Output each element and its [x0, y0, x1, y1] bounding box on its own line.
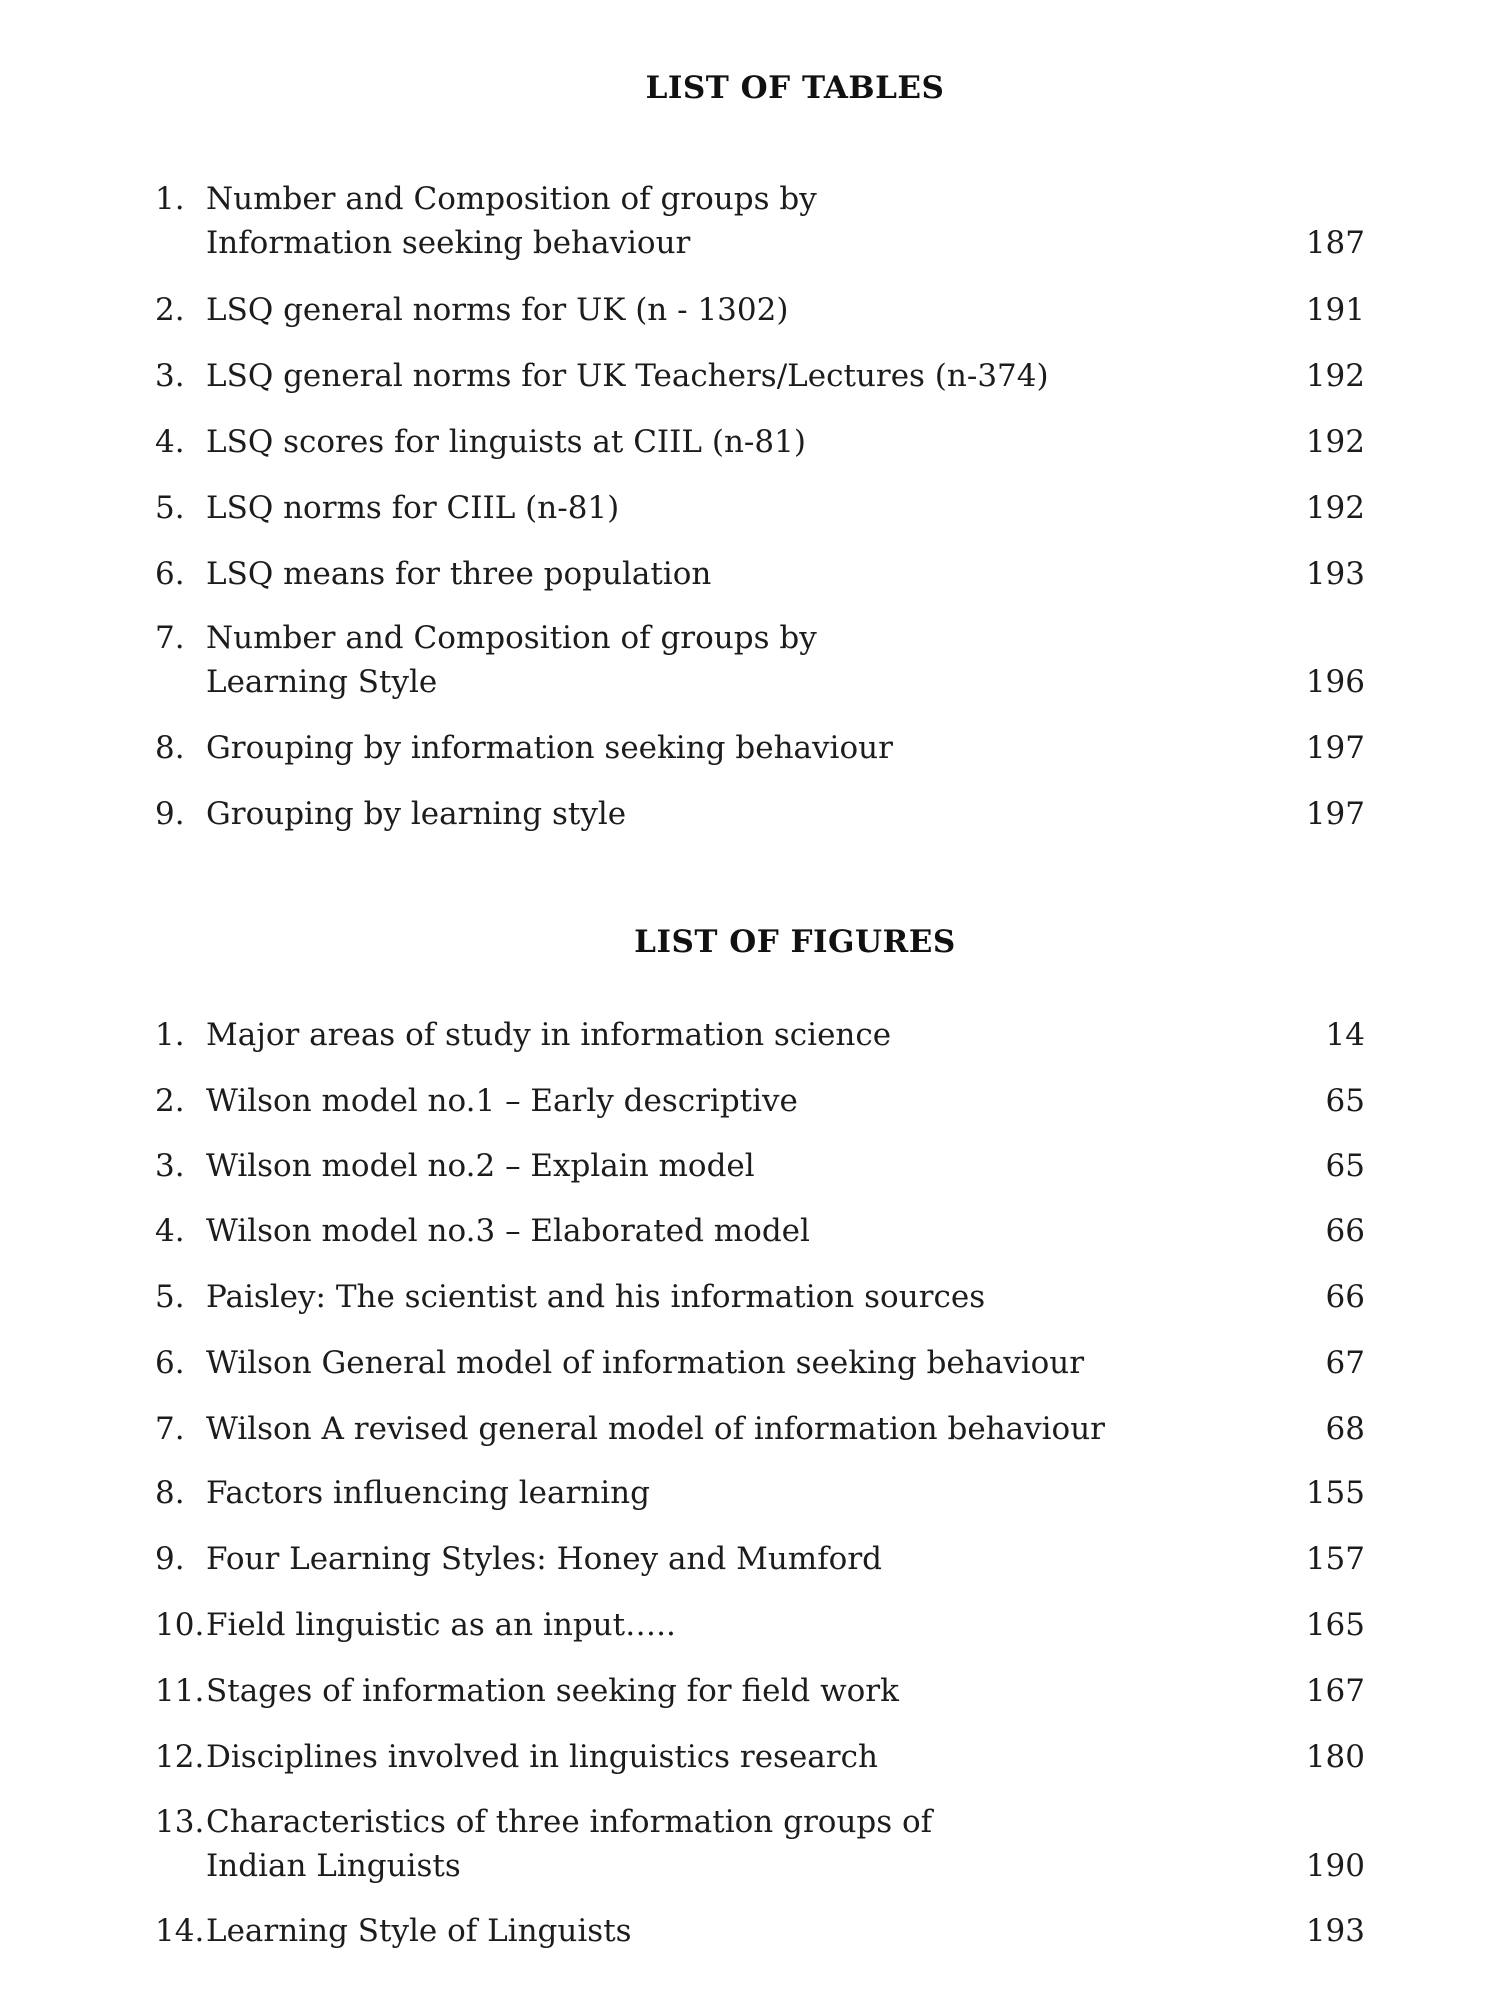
entry-number: 3. [155, 358, 185, 394]
entry-title [206, 726, 1206, 770]
entry-page-number: 67 [1325, 1345, 1365, 1381]
entry-title [206, 1603, 1206, 1647]
entry-title [206, 177, 1206, 265]
entry-page-number: 68 [1325, 1411, 1365, 1447]
entry-number: 14. [155, 1913, 205, 1949]
entry-title [206, 1209, 1206, 1253]
entry-number: 4. [155, 424, 185, 460]
entry-title-line: Characteristics of three information groups of [206, 1804, 933, 1840]
entry-number: 7. [155, 620, 185, 656]
entry-title [206, 1800, 1206, 1888]
entry-page-number: 167 [1305, 1673, 1365, 1709]
entry-title [206, 1144, 1206, 1188]
entry-number: 1. [155, 1017, 185, 1053]
entry-title [206, 1909, 1206, 1953]
entry-title-line: Wilson A revised general model of information behaviour [206, 1411, 1105, 1447]
entry-page-number: 187 [1305, 225, 1365, 261]
entry-number: 7. [155, 1411, 185, 1447]
figures-heading: LIST OF FIGURES [634, 924, 956, 960]
entry-number: 8. [155, 730, 185, 766]
tables-heading: LIST OF TABLES [645, 70, 945, 106]
entry-title [206, 1341, 1206, 1385]
entry-page-number: 66 [1325, 1279, 1365, 1315]
entry-number: 13. [155, 1804, 205, 1840]
entry-title-line: Major areas of study in information science [206, 1017, 892, 1053]
entry-page-number: 180 [1305, 1739, 1365, 1775]
entry-number: 11. [155, 1673, 205, 1709]
entry-title-line: Information seeking behaviour [206, 225, 691, 261]
figure-entry [155, 1800, 1365, 1888]
entry-title [206, 354, 1206, 398]
entry-title-line: LSQ general norms for UK (n - 1302) [206, 292, 789, 328]
entry-title [206, 792, 1206, 836]
entry-title-line: LSQ general norms for UK Teachers/Lectures (n-374) [206, 358, 1049, 394]
entry-title-line: LSQ norms for CIIL (n-81) [206, 490, 620, 526]
entry-title-line: Grouping by information seeking behaviour [206, 730, 893, 766]
entry-page-number: 196 [1305, 664, 1365, 700]
entry-number: 9. [155, 796, 185, 832]
entry-title-line: Paisley: The scientist and his information sources [206, 1279, 986, 1315]
entry-page-number: 165 [1305, 1607, 1365, 1643]
entry-number: 3. [155, 1148, 185, 1184]
entry-title-line: Field linguistic as an input….. [206, 1607, 676, 1643]
entry-title-line: Wilson model no.2 – Explain model [206, 1148, 755, 1184]
entry-page-number: 192 [1305, 358, 1365, 394]
entry-title-line: LSQ means for three population [206, 556, 712, 592]
entry-title-line: Grouping by learning style [206, 796, 627, 832]
entry-number: 2. [155, 292, 185, 328]
entry-title-line: Disciplines involved in linguistics research [206, 1739, 878, 1775]
entry-title [206, 1669, 1206, 1713]
entry-title [206, 1735, 1206, 1779]
entry-title-line: Indian Linguists [206, 1848, 461, 1884]
entry-number: 9. [155, 1541, 185, 1577]
entry-number: 2. [155, 1083, 185, 1119]
entry-page-number: 192 [1305, 490, 1365, 526]
entry-title-line: Learning Style [206, 664, 438, 700]
entry-title [206, 552, 1206, 596]
entry-title-line: Wilson model no.3 – Elaborated model [206, 1213, 810, 1249]
entry-page-number: 157 [1305, 1541, 1365, 1577]
entry-title [206, 1407, 1206, 1451]
entry-number: 4. [155, 1213, 185, 1249]
table-entry [155, 177, 1365, 265]
entry-number: 1. [155, 181, 185, 217]
entry-title-line: Learning Style of Linguists [206, 1913, 632, 1949]
entry-title-line: Factors influencing learning [206, 1475, 650, 1511]
entry-title [206, 486, 1206, 530]
entry-number: 5. [155, 1279, 185, 1315]
entry-page-number: 193 [1305, 1913, 1365, 1949]
entry-page-number: 155 [1305, 1475, 1365, 1511]
entry-page-number: 190 [1305, 1848, 1365, 1884]
entry-page-number: 65 [1325, 1083, 1365, 1119]
entry-title-line: Wilson General model of information seeking behaviour [206, 1345, 1085, 1381]
entry-page-number: 197 [1305, 730, 1365, 766]
entry-page-number: 66 [1325, 1213, 1365, 1249]
entry-page-number: 192 [1305, 424, 1365, 460]
entry-page-number: 65 [1325, 1148, 1365, 1184]
entry-page-number: 197 [1305, 796, 1365, 832]
entry-title-line: Wilson model no.1 – Early descriptive [206, 1083, 798, 1119]
entry-number: 6. [155, 556, 185, 592]
entry-title [206, 1275, 1206, 1319]
entry-title [206, 1079, 1206, 1123]
entry-title [206, 1471, 1206, 1515]
entry-title-line: Number and Composition of groups by [206, 181, 817, 217]
entry-title-line: LSQ scores for linguists at CIIL (n-81) [206, 424, 806, 460]
entry-title [206, 616, 1206, 704]
entry-page-number: 193 [1305, 556, 1365, 592]
entry-page-number: 191 [1305, 292, 1365, 328]
entry-page-number: 14 [1325, 1017, 1365, 1053]
entry-title-line: Four Learning Styles: Honey and Mumford [206, 1541, 882, 1577]
entry-title-line: Stages of information seeking for field work [206, 1673, 899, 1709]
entry-number: 8. [155, 1475, 185, 1511]
table-entry [155, 616, 1365, 704]
entry-number: 5. [155, 490, 185, 526]
entry-title [206, 420, 1206, 464]
entry-title [206, 288, 1206, 332]
entry-number: 10. [155, 1607, 205, 1643]
entry-title [206, 1537, 1206, 1581]
entry-title [206, 1013, 1206, 1057]
entry-title-line: Number and Composition of groups by [206, 620, 817, 656]
entry-number: 6. [155, 1345, 185, 1381]
entry-number: 12. [155, 1739, 205, 1775]
